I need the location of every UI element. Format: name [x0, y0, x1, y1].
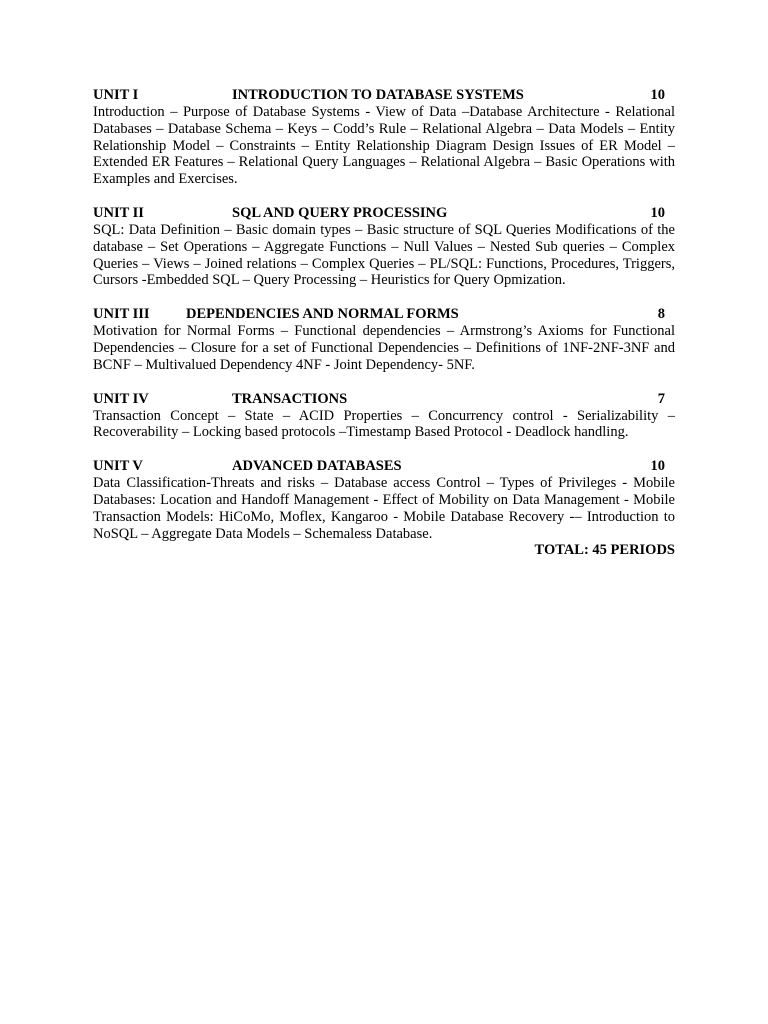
unit-content: Transaction Concept – State – ACID Properties – Concurrency control - Serializability – Recoverability – Locking based protocols –Timestamp Based Protocol - Deadlock handling. [93, 407, 675, 441]
unit-content: Motivation for Normal Forms – Functional dependencies – Armstrong’s Axioms for Functional Dependencies – Closure for a set of Functional Dependencies – Definitions of 1NF-2NF-3NF and BCNF – Multivalued Dependency 4NF - Joint Dependency- 5NF. [93, 323, 675, 373]
unit-title: ADVANCED DATABASES [232, 458, 402, 475]
unit-1-header [93, 87, 675, 104]
unit-content: Introduction – Purpose of Database Systems - View of Data –Database Architecture - Relational Databases – Database Schema – Keys – Codd’s Rule – Relational Algebra – Data Models – Entity Relationship Model – Constraints – Entity Relationship Diagram Design Issues of ER Model – Extended ER Features – Relational Query Languages – Relational Algebra – Basic Operations with Examples and Exercises. [93, 104, 675, 188]
unit-number: UNIT IV [93, 390, 149, 407]
unit-title: SQL AND QUERY PROCESSING [232, 204, 448, 221]
unit-2-header [93, 205, 675, 222]
unit-5-section [93, 458, 675, 542]
unit-title: TRANSACTIONS [232, 390, 348, 407]
unit-4-section [93, 391, 675, 442]
unit-number: UNIT V [93, 458, 143, 475]
unit-content: Data Classification-Threats and risks – Database access Control – Types of Privileges - Mobile Databases: Location and Handoff Management - Effect of Mobility on Data Management - Mobile Transaction Models: HiCoMo, Moflex, Kangaroo - Mobile Database Recovery -– Introduction to NoSQL – Aggregate Data Models – Schemaless Database. [93, 475, 675, 542]
unit-hours: 8 [657, 306, 665, 323]
unit-1-section [93, 87, 675, 188]
syllabus-page [93, 87, 675, 559]
total-periods: TOTAL: 45 PERIODS [534, 542, 675, 559]
unit-2-section [93, 205, 675, 289]
unit-hours: 7 [657, 390, 665, 407]
unit-3-section [93, 306, 675, 373]
unit-number: UNIT III [93, 306, 150, 323]
unit-4-header [93, 391, 675, 408]
unit-3-header [93, 306, 675, 323]
unit-content: SQL: Data Definition – Basic domain types – Basic structure of SQL Queries Modifications of the database – Set Operations – Aggregate Functions – Null Values – Nested Sub queries – Complex Queries – Views – Joined relations – Complex Queries – PL/SQL: Functions, Procedures, Triggers, Cursors -Embedded SQL – Query Processing – Heuristics for Query Opmization. [93, 221, 675, 289]
unit-title: DEPENDENCIES AND NORMAL FORMS [186, 306, 459, 323]
unit-hours: 10 [650, 87, 665, 103]
unit-5-header [93, 458, 675, 475]
unit-number: UNIT I [93, 87, 139, 103]
unit-hours: 10 [650, 204, 665, 221]
unit-title: INTRODUCTION TO DATABASE SYSTEMS [232, 87, 524, 103]
unit-hours: 10 [650, 458, 665, 475]
unit-number: UNIT II [93, 204, 144, 221]
